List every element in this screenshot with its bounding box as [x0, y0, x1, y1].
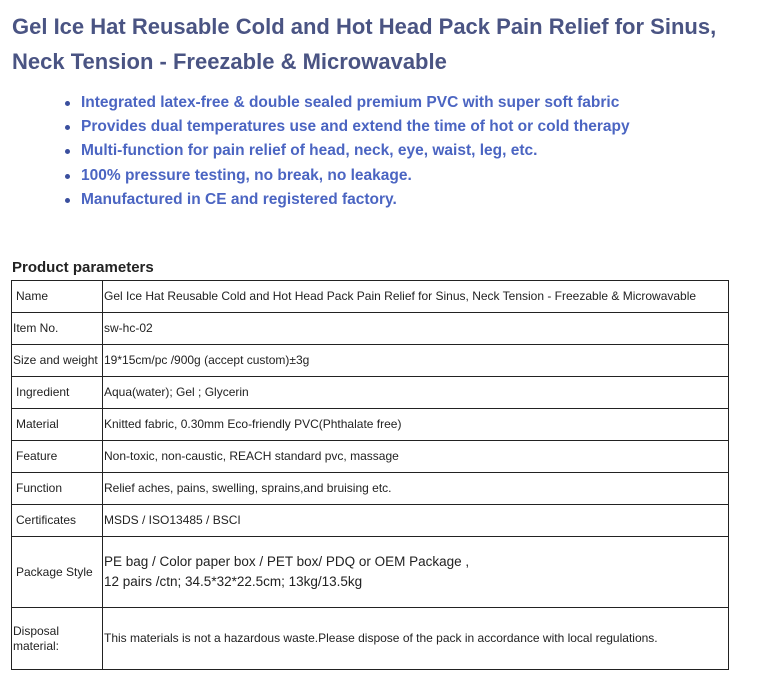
disposal-label-line: Disposal [13, 623, 60, 638]
param-label: Item No. [12, 313, 103, 345]
param-value [103, 537, 729, 608]
feature-item: Integrated latex-free & double sealed premium PVC with super soft fabric [64, 91, 630, 115]
param-value: Non-toxic, non-caustic, REACH standard pvc, massage [103, 441, 729, 473]
param-value: Relief aches, pains, swelling, sprains,and bruising etc. [103, 473, 729, 505]
package-style-line: PE bag / Color paper box / PET box/ PDQ or OEM Package , [104, 554, 470, 569]
param-value: Knitted fabric, 0.30mm Eco-friendly PVC(Phthalate free) [103, 409, 729, 441]
table-row [12, 313, 729, 345]
package-style-line: 12 pairs /ctn; 34.5*32*22.5cm; 13kg/13.5kg [104, 574, 363, 589]
param-value: 19*15cm/pc /900g (accept custom)±3g [103, 345, 729, 377]
param-label: Feature [12, 441, 103, 473]
feature-item: 100% pressure testing, no break, no leakage. [64, 164, 630, 188]
param-label: Name [12, 281, 103, 313]
disposal-label-line: material: [13, 638, 60, 653]
feature-item: Manufactured in CE and registered factory. [64, 188, 630, 212]
feature-item: Multi-function for pain relief of head, neck, eye, waist, leg, etc. [64, 139, 630, 163]
table-row [12, 473, 729, 505]
param-value: This materials is not a hazardous waste.Please dispose of the pack in accordance with local regulations. [103, 608, 729, 670]
table-row [12, 409, 729, 441]
table-row [12, 377, 729, 409]
param-label: Function [12, 473, 103, 505]
param-label: Package Style [12, 537, 103, 608]
product-title: Gel Ice Hat Reusable Cold and Hot Head Pack Pain Relief for Sinus, Neck Tension - Freezable & Microwavable [12, 14, 717, 74]
feature-list [64, 91, 630, 212]
table-row [12, 505, 729, 537]
table-row [12, 345, 729, 377]
product-parameters-table [11, 280, 729, 670]
param-value: MSDS / ISO13485 / BSCI [103, 505, 729, 537]
param-label: Ingredient [12, 377, 103, 409]
table-row [12, 441, 729, 473]
param-label [12, 608, 103, 670]
param-value: Aqua(water); Gel ; Glycerin [103, 377, 729, 409]
param-value: sw-hc-02 [103, 313, 729, 345]
param-label: Certificates [12, 505, 103, 537]
param-label: Material [12, 409, 103, 441]
param-value: Gel Ice Hat Reusable Cold and Hot Head Pack Pain Relief for Sinus, Neck Tension - Freezable & Microwavable [103, 281, 729, 313]
param-label: Size and weight [12, 345, 103, 377]
params-heading: Product parameters [12, 259, 154, 276]
table-row [12, 537, 729, 608]
table-row [12, 281, 729, 313]
feature-item: Provides dual temperatures use and extend the time of hot or cold therapy [64, 115, 630, 139]
table-row [12, 608, 729, 670]
